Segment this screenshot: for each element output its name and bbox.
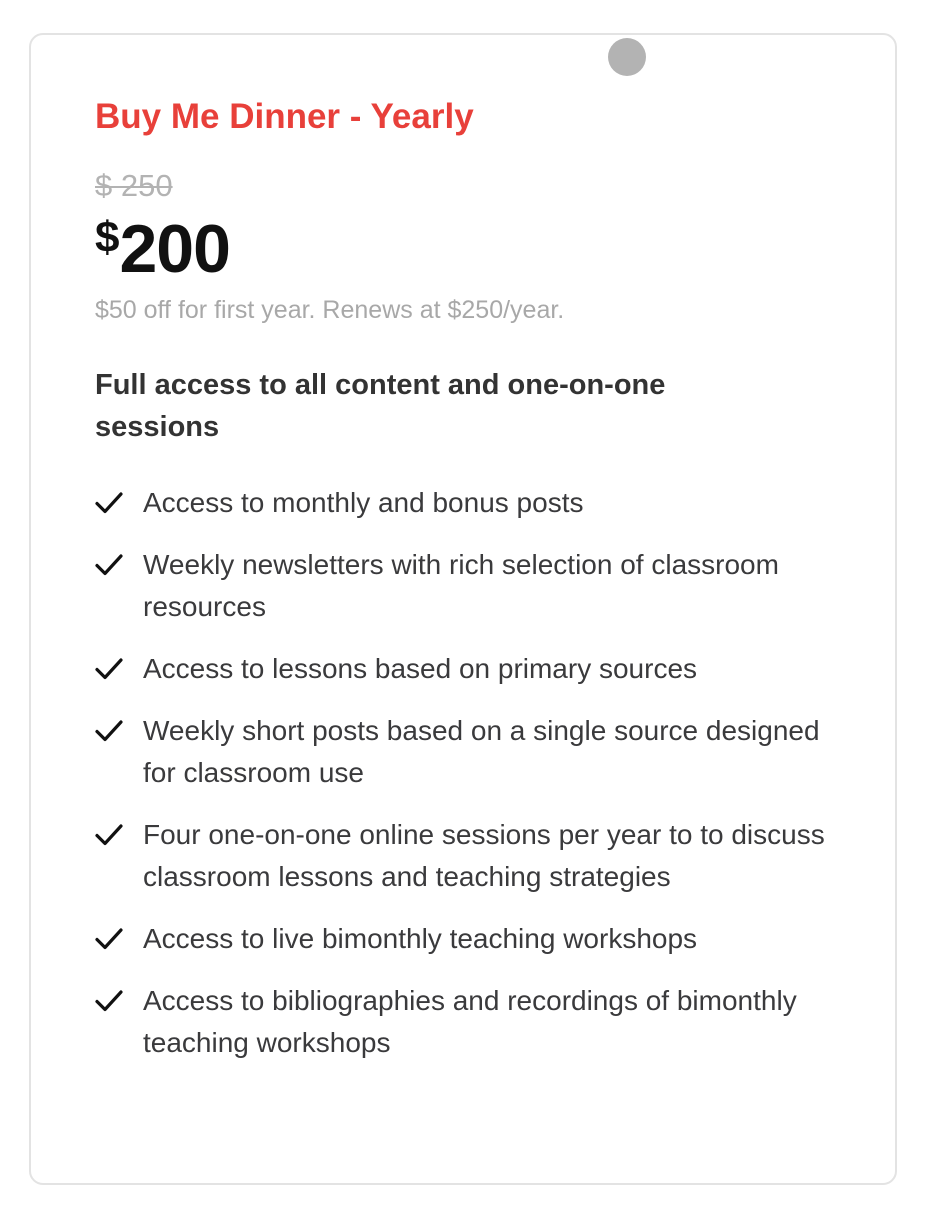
original-price: $ 250 [95, 168, 173, 203]
checkmark-icon [95, 553, 123, 577]
feature-item [95, 980, 835, 1064]
plan-headline: Full access to all content and one-on-one sessions [95, 369, 666, 443]
feature-text: Weekly short posts based on a single source designed for classroom use [143, 715, 820, 788]
feature-text: Four one-on-one online sessions per year to to discuss classroom lessons and teaching strategies [143, 819, 825, 892]
feature-item [95, 482, 835, 524]
checkmark-icon [95, 823, 123, 847]
current-price [95, 209, 230, 289]
checkmark-icon [95, 989, 123, 1013]
checkmark-icon [95, 927, 123, 951]
feature-item [95, 648, 835, 690]
plan-title: Buy Me Dinner - Yearly [95, 97, 474, 136]
feature-text: Access to bibliographies and recordings of bimonthly teaching workshops [143, 985, 797, 1058]
feature-item [95, 918, 835, 960]
feature-item [95, 544, 835, 628]
checkmark-icon [95, 719, 123, 743]
price-currency: $ [95, 213, 120, 262]
feature-item [95, 814, 835, 898]
price-amount: 200 [119, 211, 230, 287]
radio-indicator-icon[interactable] [608, 38, 646, 76]
pricing-card[interactable] [29, 33, 897, 1185]
feature-text: Access to monthly and bonus posts [143, 487, 584, 518]
checkmark-icon [95, 657, 123, 681]
feature-text: Access to live bimonthly teaching workshops [143, 923, 698, 954]
feature-list [95, 482, 835, 1084]
feature-item [95, 710, 835, 794]
checkmark-icon [95, 491, 123, 515]
feature-text: Weekly newsletters with rich selection of classroom resources [143, 549, 779, 622]
price-note: $50 off for first year. Renews at $250/year. [95, 296, 565, 324]
feature-text: Access to lessons based on primary sources [143, 653, 698, 684]
